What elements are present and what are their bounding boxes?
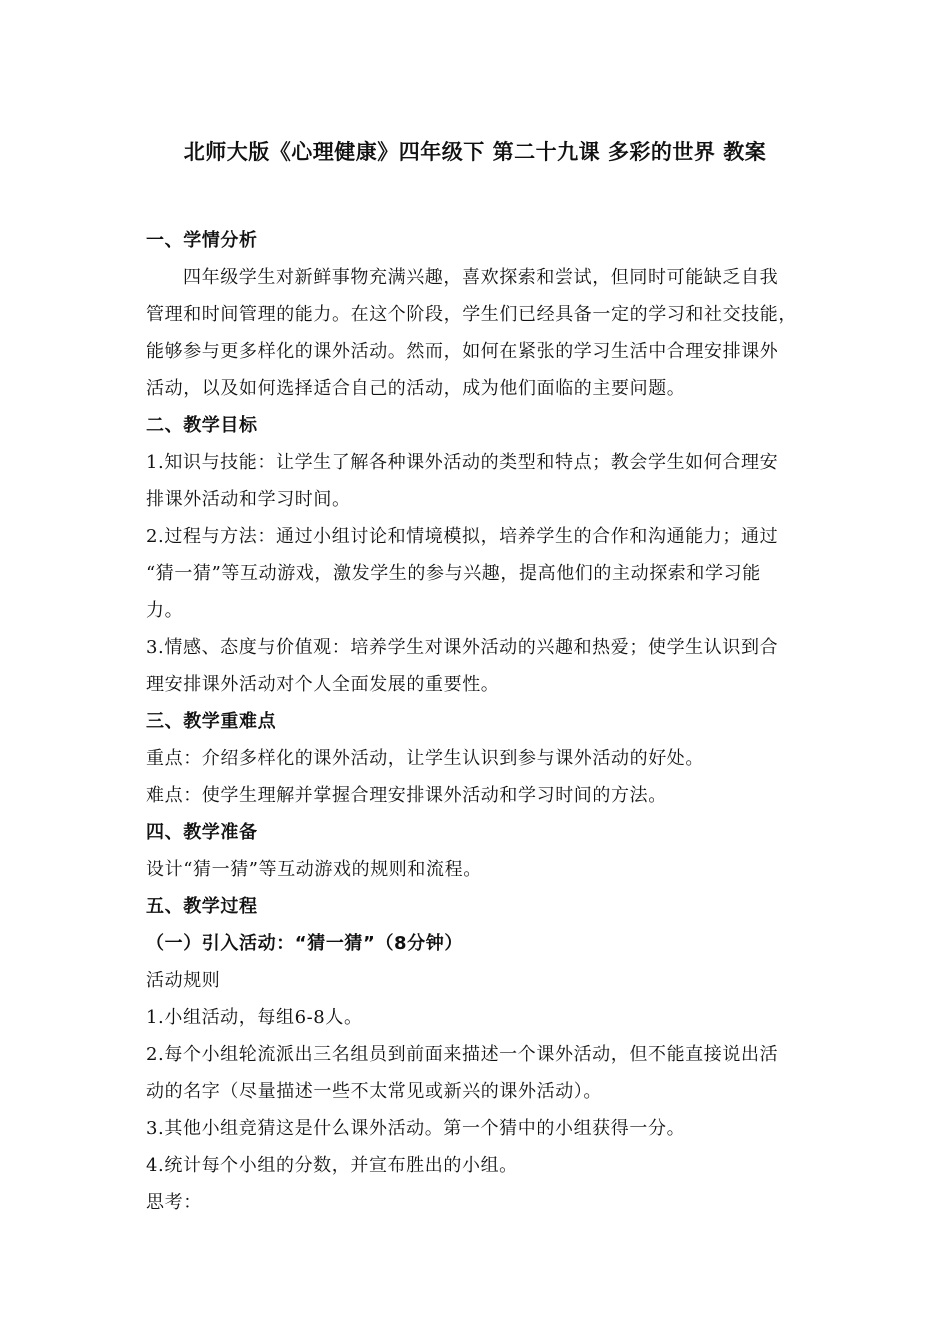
document-title: 北师大版《心理健康》四年级下 第二十九课 多彩的世界 教案 [183,140,767,164]
paragraph-line: 活动，以及如何选择适合自己的活动，成为他们面临的主要问题。 [146,378,686,399]
paragraph-line: 力。 [146,600,184,621]
document-body [146,222,806,1221]
paragraph-line: 重点：介绍多样化的课外活动，让学生认识到参与课外活动的好处。 [146,748,704,769]
paragraph-line: 排课外活动和学习时间。 [146,489,351,510]
section-heading-teaching-process: 五、教学过程 [146,896,258,917]
paragraph-line: 2.每个小组轮流派出三名组员到前面来描述一个课外活动，但不能直接说出活 [146,1044,779,1065]
paragraph-line: 思考： [146,1192,202,1213]
paragraph-line: 理安排课外活动对个人全面发展的重要性。 [146,674,500,695]
paragraph-line: “猜一猜”等互动游戏，激发学生的参与兴趣，提高他们的主动探索和学习能 [146,563,761,584]
section-heading-preparation: 四、教学准备 [146,822,258,843]
paragraph-line: 2.过程与方法：通过小组讨论和情境模拟，培养学生的合作和沟通能力；通过 [146,526,779,547]
section-heading-teaching-goals: 二、教学目标 [146,415,258,436]
paragraph-line: 1.小组活动，每组6-8人。 [146,1007,363,1028]
paragraph-line: 四年级学生对新鲜事物充满兴趣，喜欢探索和尝试，但同时可能缺乏自我 [183,267,779,288]
subsection-heading-intro-activity: （一）引入活动：“猜一猜”（8分钟） [146,933,463,954]
paragraph-line: 设计“猜一猜”等互动游戏的规则和流程。 [146,859,482,880]
paragraph-line: 难点：使学生理解并掌握合理安排课外活动和学习时间的方法。 [146,785,667,806]
paragraph-line: 动的名字（尽量描述一些不太常见或新兴的课外活动）。 [146,1081,602,1102]
paragraph-line: 能够参与更多样化的课外活动。然而，如何在紧张的学习生活中合理安排课外 [146,341,779,362]
paragraph-line: 活动规则 [146,970,221,991]
section-heading-learner-analysis: 一、学情分析 [146,230,258,251]
paragraph-line: 管理和时间管理的能力。在这个阶段，学生们已经具备一定的学习和社交技能， [146,304,797,325]
paragraph-line: 3.其他小组竞猜这是什么课外活动。第一个猜中的小组获得一分。 [146,1118,686,1139]
section-heading-key-points: 三、教学重难点 [146,711,277,732]
paragraph-line: 3.情感、态度与价值观：培养学生对课外活动的兴趣和热爱；使学生认识到合 [146,637,779,658]
paragraph-line: 4.统计每个小组的分数，并宣布胜出的小组。 [146,1155,518,1176]
paragraph-line: 1.知识与技能：让学生了解各种课外活动的类型和特点；教会学生如何合理安 [146,452,779,473]
